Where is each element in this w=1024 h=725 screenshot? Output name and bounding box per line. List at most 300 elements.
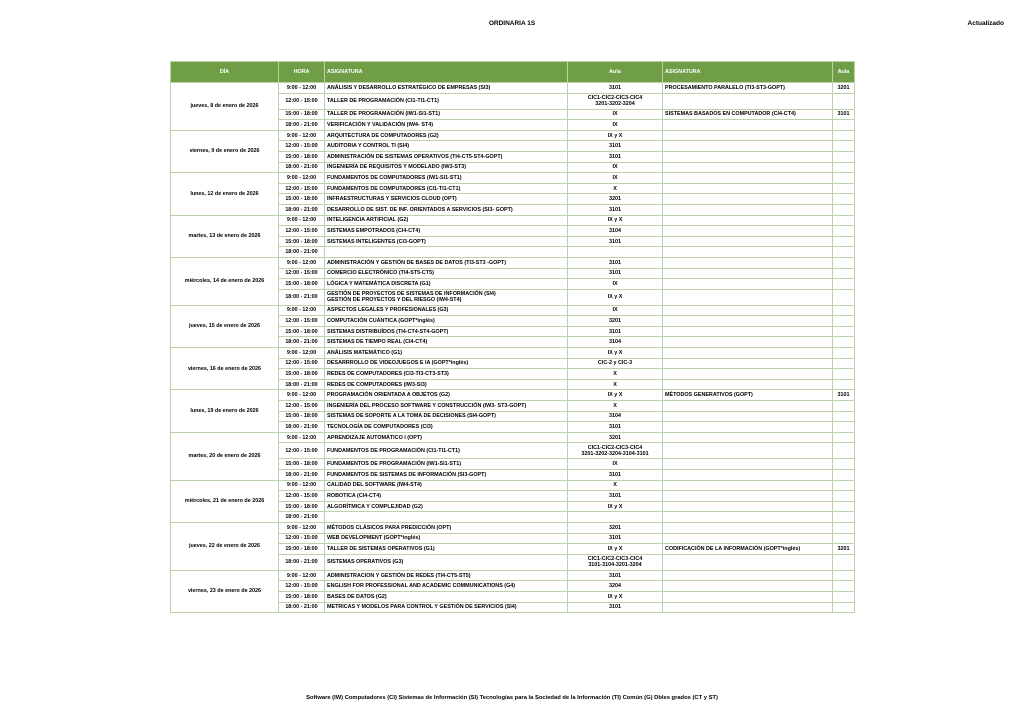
day-cell: martes, 20 de enero de 2026: [171, 432, 279, 480]
room-2-cell: [833, 491, 855, 502]
subject-text: ADMINISTRACIÓN DE SISTEMAS OPERATIVOS (TI4-CT5-ST4-GOPT): [327, 153, 503, 160]
room-text: 3201: [609, 434, 621, 441]
room-cell: [568, 236, 663, 247]
subject-text: ENGLISH FOR PROFESSIONAL AND ACADEMIC COMMUNICATIONS (G4): [327, 583, 516, 590]
subject-2-cell: [663, 257, 833, 268]
room-text: IX: [612, 461, 618, 468]
time-cell: 9:00 - 12:00: [279, 215, 325, 226]
room-cell: [568, 130, 663, 141]
subject-cell: [325, 194, 568, 205]
room-text: CIC-2 y CIC-3: [597, 360, 633, 367]
subject-cell: [325, 109, 568, 120]
table-header-row: [171, 62, 855, 83]
subject-2-cell: [663, 130, 833, 141]
table-row: [171, 480, 855, 491]
subject-cell: [325, 204, 568, 215]
room-cell: [568, 459, 663, 470]
subject-text: ARQUITECTURA DE COMPUTADORES (G2): [327, 132, 439, 139]
subject-2-cell: [663, 289, 833, 305]
subject-text: FUNDAMENTOS DE COMPUTADORES (IW1-SI1-ST1): [327, 174, 462, 181]
subject-cell: [325, 279, 568, 290]
room-text: 3101: [609, 153, 621, 160]
subject-cell: [325, 257, 568, 268]
room-2-cell: [833, 130, 855, 141]
table-row: [171, 215, 855, 226]
subject-cell: [325, 348, 568, 359]
room-text: 3104: [609, 227, 621, 234]
day-cell: viernes, 9 de enero de 2026: [171, 130, 279, 172]
subject-2-cell: [663, 432, 833, 443]
time-cell: 18:00 - 21:00: [279, 470, 325, 481]
room-cell: [568, 247, 663, 258]
room-cell: [568, 151, 663, 162]
room-text: 3204: [609, 583, 621, 590]
room-text: 3101: [609, 270, 621, 277]
room-2-cell: [833, 162, 855, 173]
day-cell: jueves, 8 de enero de 2026: [171, 83, 279, 131]
subject-cell: [325, 83, 568, 94]
subject-cell: [325, 432, 568, 443]
room-text: 3104: [609, 413, 621, 420]
room-2-cell: [833, 470, 855, 481]
time-cell: 12:00 - 15:00: [279, 183, 325, 194]
room-2-cell: 3101: [833, 390, 855, 401]
room-cell: [568, 93, 663, 109]
time-cell: 15:00 - 18:00: [279, 591, 325, 602]
time-cell: 18:00 - 21:00: [279, 289, 325, 305]
subject-text: FUNDAMENTOS DE PROGRAMACIÓN (IW1-SI1-ST1): [327, 461, 462, 468]
time-cell: 15:00 - 18:00: [279, 544, 325, 555]
subject-text: SISTEMAS INTELIGENTES (CI3-GOPT): [327, 238, 426, 245]
room-2-cell: [833, 358, 855, 369]
day-cell: jueves, 15 de enero de 2026: [171, 305, 279, 347]
room-text: 3101: [609, 492, 621, 499]
time-cell: 12:00 - 15:00: [279, 141, 325, 152]
room-text: 3101: [609, 604, 621, 611]
subject-2-cell: [663, 443, 833, 459]
room-cell: [568, 279, 663, 290]
room-cell: [568, 109, 663, 120]
room-2-cell: [833, 522, 855, 533]
room-text: CIC1-CIC2-CIC3-CIC4: [587, 556, 643, 563]
subject-cell: [325, 591, 568, 602]
page-title: ORDINARIA 1S: [488, 20, 536, 27]
subject-cell: [325, 470, 568, 481]
room-cell: [568, 522, 663, 533]
subject-text: MÉTODOS CLÁSICOS PARA PREDICCIÓN (OPT): [327, 524, 452, 531]
subject-cell: [325, 459, 568, 470]
subject-cell: [325, 316, 568, 327]
room-text: IX: [612, 174, 618, 181]
room-text: 3101: [609, 535, 621, 542]
subject-cell: [325, 247, 568, 258]
room-cell: [568, 533, 663, 544]
room-cell: [568, 544, 663, 555]
time-cell: 9:00 - 12:00: [279, 83, 325, 94]
time-cell: 12:00 - 15:00: [279, 226, 325, 237]
room-text: IX: [612, 280, 618, 287]
table-row: [171, 522, 855, 533]
room-cell: [568, 401, 663, 412]
room-text: 3101: [609, 206, 621, 213]
room-text: X: [613, 185, 617, 192]
subject-text: INTELIGENCIA ARTIFICIAL (G2): [327, 217, 409, 224]
room-cell: [568, 411, 663, 422]
table-row: [171, 130, 855, 141]
room-cell: [568, 162, 663, 173]
day-cell: viernes, 16 de enero de 2026: [171, 348, 279, 390]
table-row: [171, 173, 855, 184]
room-cell: [568, 215, 663, 226]
room-text: 3101: [609, 238, 621, 245]
subject-2-cell: [663, 591, 833, 602]
room-2-cell: [833, 279, 855, 290]
subject-text: VERIFICACIÓN Y VALIDACIÓN (IW4- ST4): [327, 121, 434, 128]
subject-text: TECNOLOGÍA DE COMPUTADORES (CI3): [327, 424, 433, 431]
subject-cell: [325, 602, 568, 613]
time-cell: 9:00 - 12:00: [279, 390, 325, 401]
subject-text: SISTEMAS DE SOPORTE A LA TOMA DE DECISIONES (SI4-GOPT): [327, 413, 496, 420]
subject-cell: [325, 151, 568, 162]
time-cell: 12:00 - 15:00: [279, 93, 325, 109]
time-cell: 18:00 - 21:00: [279, 247, 325, 258]
room-text: IX y X: [607, 349, 623, 356]
room-2-cell: [833, 591, 855, 602]
subject-cell: [325, 533, 568, 544]
subject-2-cell: [663, 602, 833, 613]
room-2-cell: [833, 204, 855, 215]
room-text: 3101: [609, 84, 621, 91]
room-text: IX y X: [607, 392, 623, 399]
room-text: 3201: [609, 196, 621, 203]
subject-cell: [325, 183, 568, 194]
subject-2-cell: [663, 204, 833, 215]
room-text: 3101: [609, 471, 621, 478]
subject-text: REDES DE COMPUTADORES (CI3-TI3-CT3-ST3): [327, 371, 449, 378]
room-cell: [568, 268, 663, 279]
subject-text: ASPECTOS LEGALES Y PROFESIONALES (G3): [327, 307, 449, 314]
subject-2-cell: [663, 533, 833, 544]
table-row: [171, 570, 855, 581]
room-text: IX y X: [607, 294, 623, 301]
room-text: 3104: [609, 339, 621, 346]
subject-cell: [325, 326, 568, 337]
subject-cell: [325, 480, 568, 491]
column-header-asignatura: ASIGNATURA: [325, 62, 568, 83]
subject-cell: [325, 162, 568, 173]
room-2-cell: [833, 501, 855, 512]
subject-cell: [325, 226, 568, 237]
subject-2-cell: [663, 337, 833, 348]
subject-2-cell: [663, 326, 833, 337]
time-cell: 15:00 - 18:00: [279, 326, 325, 337]
subject-2-cell: [663, 194, 833, 205]
room-2-cell: [833, 443, 855, 459]
subject-2-cell: [663, 422, 833, 433]
subject-cell: [325, 120, 568, 131]
table-row: [171, 257, 855, 268]
subject-2-cell: [663, 268, 833, 279]
room-2-cell: [833, 326, 855, 337]
time-cell: 18:00 - 21:00: [279, 422, 325, 433]
subject-text: INFRAESTRUCTURAS Y SERVICIOS CLOUD (OPT): [327, 196, 457, 203]
subject-2-cell: [663, 411, 833, 422]
room-text: CIC1-CIC2-CIC3-CIC4: [587, 95, 643, 102]
subject-text: INGENIERÍA DEL PROCESO SOFTWARE Y CONSTRUCCIÓN (IW3- ST3-GOPT): [327, 402, 527, 409]
subject-text: APRENDIZAJE AUTOMÁTICO I (OPT): [327, 434, 422, 441]
subject-2-cell: [663, 501, 833, 512]
column-header-aula: Aula: [568, 62, 663, 83]
room-text-2: 3201-3202-3204-3104-3101: [581, 450, 649, 457]
subject-text: TALLER DE SISTEMAS OPERATIVOS (G1): [327, 545, 435, 552]
room-cell: [568, 289, 663, 305]
subject-cell: [325, 581, 568, 592]
room-2-cell: [833, 422, 855, 433]
subject-text-2: GESTIÓN DE PROYECTOS Y DEL RIESGO (IW4-ST4): [327, 297, 462, 304]
subject-text: ADMINISTRACIÓN Y GESTIÓN DE BASES DE DATOS (TI3-ST3 -GOPT): [327, 259, 507, 266]
subject-cell: [325, 305, 568, 316]
room-2-cell: [833, 173, 855, 184]
room-text: 3201: [609, 318, 621, 325]
subject-2-cell: [663, 162, 833, 173]
room-cell: [568, 570, 663, 581]
room-2-cell: [833, 379, 855, 390]
subject-text: FUNDAMENTOS DE COMPUTADORES (CI1-TI1-CT1): [327, 185, 461, 192]
subject-cell: [325, 215, 568, 226]
subject-cell: [325, 379, 568, 390]
time-cell: 9:00 - 12:00: [279, 305, 325, 316]
room-text: IX y X: [607, 217, 623, 224]
room-text: IX y X: [607, 545, 623, 552]
subject-text: SISTEMAS DE TIEMPO REAL (CI4-CT4): [327, 339, 428, 346]
subject-text: ANÁLISIS MATEMÁTICO (G1): [327, 349, 403, 356]
subject-2-cell: [663, 358, 833, 369]
subject-cell: [325, 236, 568, 247]
table-row: [171, 83, 855, 94]
subject-cell: [325, 401, 568, 412]
subject-2-cell: [663, 236, 833, 247]
room-2-cell: [833, 337, 855, 348]
subject-text: ANÁLISIS Y DESARROLLO ESTRATÉGICO DE EMPRESAS (SI3): [327, 84, 491, 91]
subject-2-cell: [663, 141, 833, 152]
room-2-cell: [833, 289, 855, 305]
room-cell: [568, 390, 663, 401]
time-cell: 12:00 - 15:00: [279, 581, 325, 592]
room-cell: [568, 204, 663, 215]
time-cell: 15:00 - 18:00: [279, 501, 325, 512]
room-2-cell: [833, 348, 855, 359]
room-cell: [568, 369, 663, 380]
room-text: IX: [612, 121, 618, 128]
room-2-cell: [833, 215, 855, 226]
subject-2-cell: [663, 215, 833, 226]
time-cell: 15:00 - 18:00: [279, 459, 325, 470]
subject-2-cell: [663, 554, 833, 570]
subject-cell: [325, 522, 568, 533]
room-2-cell: [833, 268, 855, 279]
subject-2-cell: [663, 512, 833, 523]
room-2-cell: [833, 480, 855, 491]
subject-text: CALIDAD DEL SOFTWARE (IW4-ST4): [327, 482, 422, 489]
room-text-2: 3101-3104-3201-3204: [588, 562, 642, 569]
subject-2-cell: SISTEMAS BASADOS EN COMPUTADOR (CI4-CT4): [663, 109, 833, 120]
column-header-dia: DÍA: [171, 62, 279, 83]
room-cell: [568, 316, 663, 327]
subject-text: COMERCIO ELECTRÓNICO (TI4-ST5-CT5): [327, 270, 434, 277]
subject-2-cell: [663, 379, 833, 390]
subject-cell: [325, 570, 568, 581]
room-text: IX: [612, 164, 618, 171]
time-cell: 12:00 - 15:00: [279, 268, 325, 279]
subject-text: BASES DE DATOS (G2): [327, 593, 387, 600]
table-row: [171, 432, 855, 443]
subject-cell: [325, 501, 568, 512]
room-2-cell: [833, 183, 855, 194]
subject-2-cell: [663, 570, 833, 581]
room-text: 3101: [609, 572, 621, 579]
subject-cell: [325, 422, 568, 433]
subject-text: PROGRAMACIÓN ORIENTADA A OBJETOS (G2): [327, 392, 450, 399]
room-cell: [568, 480, 663, 491]
room-cell: [568, 83, 663, 94]
day-cell: lunes, 12 de enero de 2026: [171, 173, 279, 215]
room-2-cell: [833, 120, 855, 131]
room-text: IX: [612, 307, 618, 314]
room-2-cell: [833, 194, 855, 205]
day-cell: martes, 13 de enero de 2026: [171, 215, 279, 257]
time-cell: 15:00 - 18:00: [279, 411, 325, 422]
room-2-cell: [833, 369, 855, 380]
column-header-hora: HORA: [279, 62, 325, 83]
room-text: IX: [612, 111, 618, 118]
time-cell: 12:00 - 15:00: [279, 316, 325, 327]
room-2-cell: [833, 533, 855, 544]
room-2-cell: [833, 401, 855, 412]
room-text: 3101: [609, 328, 621, 335]
subject-text: ALGORÍTMICA Y COMPLEJIDAD (G2): [327, 503, 423, 510]
subject-cell: [325, 554, 568, 570]
room-text: IX y X: [607, 503, 623, 510]
subject-2-cell: [663, 522, 833, 533]
room-cell: [568, 358, 663, 369]
room-text: 3101: [609, 424, 621, 431]
room-2-cell: [833, 432, 855, 443]
room-cell: [568, 226, 663, 237]
subject-2-cell: [663, 305, 833, 316]
room-cell: [568, 432, 663, 443]
room-2-cell: [833, 151, 855, 162]
exam-schedule-table: [170, 61, 855, 613]
room-cell: [568, 120, 663, 131]
day-cell: viernes, 23 de enero de 2026: [171, 570, 279, 612]
room-cell: [568, 602, 663, 613]
subject-2-cell: MÉTODOS GENERATIVOS (GOPT): [663, 390, 833, 401]
subject-2-cell: [663, 348, 833, 359]
legend-footer: Software (IW) Computadores (CI) Sistemas de Información (SI) Tecnologías para la Sociedad de la Información (TI) Común (G) Dbles grados (CT y ST): [306, 695, 718, 701]
subject-cell: [325, 491, 568, 502]
room-2-cell: [833, 602, 855, 613]
subject-text: FUNDAMENTOS DE SISTEMAS DE INFORMACIÓN (SI3-GOPT): [327, 471, 487, 478]
subject-text: COMPUTACIÓN CUÁNTICA (GOPT*inglés): [327, 318, 435, 325]
time-cell: 12:00 - 15:00: [279, 491, 325, 502]
room-text: CIC1-CIC2-CIC3-CIC4: [587, 444, 643, 451]
room-2-cell: [833, 316, 855, 327]
day-cell: miércoles, 21 de enero de 2026: [171, 480, 279, 522]
subject-text: ADMINISTRACION Y GESTIÓN DE REDES (TI4-CT5-ST5): [327, 572, 471, 579]
room-cell: [568, 501, 663, 512]
subject-text: WEB DEVELOPMENT (GOPT*inglés): [327, 535, 421, 542]
subject-cell: [325, 358, 568, 369]
subject-2-cell: [663, 470, 833, 481]
subject-cell: [325, 289, 568, 305]
table-row: [171, 305, 855, 316]
room-2-cell: [833, 459, 855, 470]
subject-2-cell: [663, 316, 833, 327]
room-text: X: [613, 482, 617, 489]
room-2-cell: [833, 236, 855, 247]
time-cell: 9:00 - 12:00: [279, 432, 325, 443]
subject-2-cell: PROCESAMIENTO PARALELO (TI3-ST3-GOPT): [663, 83, 833, 94]
room-cell: [568, 305, 663, 316]
subject-text: DESARRROLLO DE VIDEOJUEGOS E IA (GOPT*inglés): [327, 360, 469, 367]
subject-cell: [325, 369, 568, 380]
time-cell: 12:00 - 15:00: [279, 401, 325, 412]
room-cell: [568, 194, 663, 205]
room-2-cell: [833, 554, 855, 570]
time-cell: 9:00 - 12:00: [279, 348, 325, 359]
subject-2-cell: [663, 226, 833, 237]
column-header-aula-2: Aula: [833, 62, 855, 83]
subject-2-cell: [663, 120, 833, 131]
time-cell: 15:00 - 18:00: [279, 369, 325, 380]
room-2-cell: [833, 257, 855, 268]
room-2-cell: [833, 411, 855, 422]
time-cell: 18:00 - 21:00: [279, 204, 325, 215]
day-cell: jueves, 22 de enero de 2026: [171, 522, 279, 570]
table-row: [171, 390, 855, 401]
day-cell: miércoles, 14 de enero de 2026: [171, 257, 279, 305]
time-cell: 9:00 - 12:00: [279, 257, 325, 268]
subject-cell: [325, 268, 568, 279]
time-cell: 18:00 - 21:00: [279, 379, 325, 390]
time-cell: 15:00 - 18:00: [279, 236, 325, 247]
subject-text: METRICAS Y MODELOS PARA CONTROL Y GESTIÓN DE SERVICIOS (SI4): [327, 604, 517, 611]
room-cell: [568, 591, 663, 602]
time-cell: 18:00 - 21:00: [279, 120, 325, 131]
subject-text: FUNDAMENTOS DE PROGRAMACIÓN (CI1-TI1-CT1): [327, 447, 460, 454]
subject-2-cell: [663, 581, 833, 592]
subject-cell: [325, 173, 568, 184]
subject-cell: [325, 141, 568, 152]
subject-text: INGENIERÍA DE REQUISITOS Y MODELADO (IW3-ST3): [327, 164, 467, 171]
subject-text: AUDITORIA Y CONTROL TI (SI4): [327, 143, 410, 150]
time-cell: 18:00 - 21:00: [279, 512, 325, 523]
time-cell: 18:00 - 21:00: [279, 162, 325, 173]
subject-2-cell: [663, 480, 833, 491]
table-row: [171, 348, 855, 359]
subject-2-cell: [663, 401, 833, 412]
time-cell: 18:00 - 21:00: [279, 337, 325, 348]
room-text: X: [613, 371, 617, 378]
subject-2-cell: [663, 173, 833, 184]
subject-2-cell: [663, 183, 833, 194]
room-text: X: [613, 402, 617, 409]
room-cell: [568, 491, 663, 502]
room-text: IX y X: [607, 132, 623, 139]
time-cell: 12:00 - 15:00: [279, 358, 325, 369]
room-cell: [568, 326, 663, 337]
subject-cell: [325, 411, 568, 422]
